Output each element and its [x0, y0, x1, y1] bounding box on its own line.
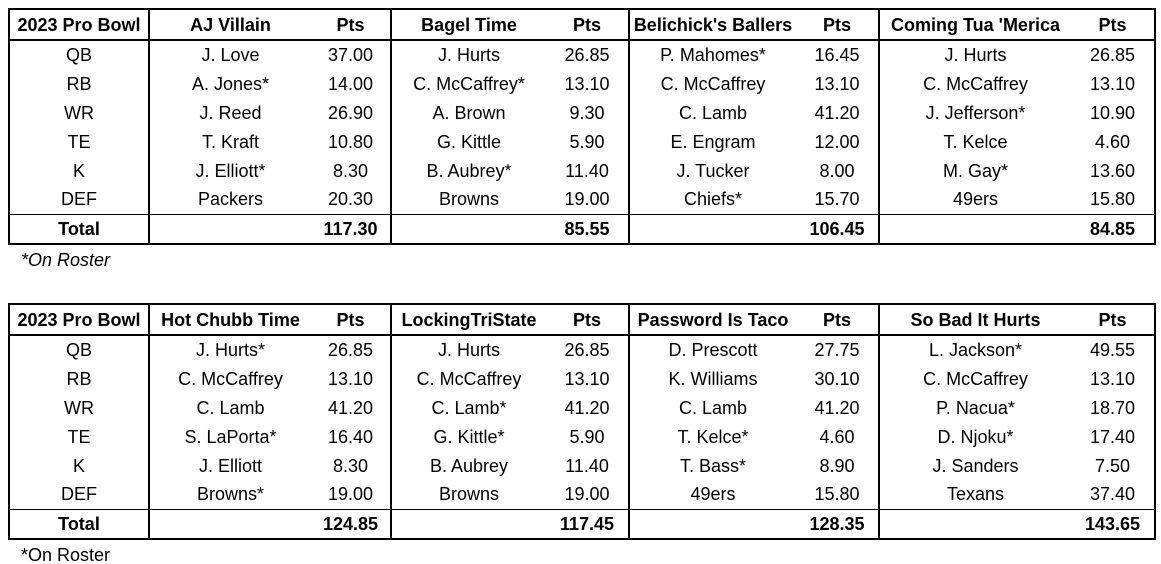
- total-spacer-cell: [391, 214, 546, 244]
- player-points-cell: 19.00: [546, 185, 629, 214]
- player-points-cell: 41.20: [796, 393, 879, 422]
- player-name-cell: G. Kittle: [436, 131, 502, 152]
- total-spacer-cell: [629, 214, 796, 244]
- player-name-cell: J. Hurts*: [195, 340, 265, 360]
- pro-bowl-table-bottom: [8, 303, 1161, 564]
- position-label: TE: [9, 127, 149, 156]
- player-name-cell: T. Kelce: [943, 131, 1008, 152]
- table-row: [9, 364, 1155, 393]
- team-name-header: LockingTriState: [391, 304, 546, 335]
- player-points-cell: 13.60: [1071, 156, 1155, 185]
- total-points-cell: 84.85: [1071, 214, 1155, 244]
- table-row: [9, 69, 1155, 98]
- pts-header: Pts: [1071, 9, 1155, 40]
- player-points-cell: 9.30: [546, 98, 629, 127]
- position-label: DEF: [9, 480, 149, 509]
- total-points-cell: 106.45: [796, 214, 879, 244]
- player-points-cell: 26.85: [546, 335, 629, 364]
- player-points-cell: 26.90: [311, 98, 391, 127]
- table-row: [9, 40, 1155, 69]
- player-name-cell: C. McCaffrey: [660, 73, 766, 94]
- position-label: TE: [9, 422, 149, 451]
- player-name-cell: C. Lamb: [678, 397, 748, 418]
- player-name-cell: Chiefs*: [683, 189, 743, 210]
- total-label: Total: [9, 214, 149, 244]
- total-spacer-cell: [149, 509, 311, 539]
- player-points-cell: 13.10: [796, 69, 879, 98]
- table-row: [9, 393, 1155, 422]
- player-points-cell: 49.55: [1071, 335, 1155, 364]
- player-points-cell: 15.70: [796, 185, 879, 214]
- player-name-cell: B. Aubrey*: [426, 160, 512, 181]
- pts-header: Pts: [796, 304, 879, 335]
- player-name-cell: J. Love: [201, 45, 260, 65]
- player-name-cell: J. Hurts: [437, 340, 500, 360]
- position-label: WR: [9, 98, 149, 127]
- player-name-cell: J. Hurts: [944, 45, 1007, 65]
- player-points-cell: 12.00: [796, 127, 879, 156]
- player-points-cell: 15.80: [1071, 185, 1155, 214]
- player-name-cell: C. Lamb*: [431, 397, 507, 418]
- player-name-cell: J. Elliott*: [195, 160, 266, 181]
- player-points-cell: 13.10: [311, 364, 391, 393]
- player-points-cell: 19.00: [546, 480, 629, 509]
- player-name-cell: A. Brown: [432, 102, 506, 123]
- table-row: [9, 127, 1155, 156]
- corner-header-cell: 2023 Pro Bowl: [9, 304, 149, 335]
- pts-header: Pts: [311, 304, 391, 335]
- player-points-cell: 27.75: [796, 335, 879, 364]
- player-points-cell: 37.40: [1071, 480, 1155, 509]
- player-points-cell: 37.00: [311, 40, 391, 69]
- player-name-cell: B. Aubrey: [429, 455, 509, 476]
- team-name-header: Password Is Taco: [629, 304, 796, 335]
- total-spacer-cell: [879, 214, 1071, 244]
- pts-header: Pts: [1071, 304, 1155, 335]
- total-points-cell: 143.65: [1071, 509, 1155, 539]
- player-points-cell: 8.00: [796, 156, 879, 185]
- player-points-cell: 16.40: [311, 422, 391, 451]
- total-spacer-cell: [391, 509, 546, 539]
- player-name-cell: C. Lamb: [678, 102, 748, 123]
- player-points-cell: 41.20: [546, 393, 629, 422]
- player-name-cell: 49ers: [952, 189, 999, 210]
- total-points-cell: 85.55: [546, 214, 629, 244]
- position-label: K: [9, 451, 149, 480]
- player-name-cell: G. Kittle*: [433, 426, 505, 447]
- player-name-cell: J. Jefferson*: [925, 102, 1026, 123]
- player-points-cell: 13.10: [546, 69, 629, 98]
- position-label: QB: [9, 40, 149, 69]
- on-roster-footnote: *On Roster: [21, 545, 111, 564]
- player-name-cell: T. Kelce*: [677, 426, 749, 447]
- total-row: [9, 509, 1155, 539]
- player-name-cell: M. Gay*: [942, 160, 1008, 181]
- header-row: [9, 9, 1155, 40]
- total-spacer-cell: [629, 509, 796, 539]
- player-name-cell: C. McCaffrey: [416, 368, 522, 389]
- total-points-cell: 124.85: [311, 509, 391, 539]
- player-points-cell: 5.90: [546, 127, 629, 156]
- player-points-cell: 11.40: [546, 156, 629, 185]
- team-name-header: Hot Chubb Time: [149, 304, 311, 335]
- table-row: [9, 335, 1155, 364]
- player-points-cell: 13.10: [1071, 69, 1155, 98]
- player-points-cell: 15.80: [796, 480, 879, 509]
- player-name-cell: P. Mahomes*: [660, 45, 766, 65]
- pro-bowl-score-table: [8, 303, 1156, 540]
- player-name-cell: Browns: [438, 189, 500, 210]
- table-row: [9, 156, 1155, 185]
- player-name-cell: Browns: [438, 484, 500, 505]
- player-name-cell: E. Engram: [670, 131, 756, 152]
- player-points-cell: 5.90: [546, 422, 629, 451]
- team-name-header: AJ Villain: [149, 9, 311, 40]
- total-row: [9, 214, 1155, 244]
- pts-header: Pts: [546, 9, 629, 40]
- player-points-cell: 10.90: [1071, 98, 1155, 127]
- player-name-cell: Texans: [946, 484, 1005, 505]
- corner-header-cell: 2023 Pro Bowl: [9, 9, 149, 40]
- player-name-cell: A. Jones*: [191, 73, 270, 94]
- player-name-cell: Packers: [197, 189, 264, 210]
- player-name-cell: C. McCaffrey*: [413, 73, 525, 94]
- table-row: [9, 451, 1155, 480]
- pro-bowl-table-top: [8, 8, 1161, 270]
- player-name-cell: C. McCaffrey: [178, 368, 283, 389]
- table-row: [9, 185, 1155, 214]
- position-label: WR: [9, 393, 149, 422]
- team-name-header: Bagel Time: [391, 9, 546, 40]
- player-points-cell: 17.40: [1071, 422, 1155, 451]
- player-points-cell: 26.85: [546, 40, 629, 69]
- pro-bowl-score-table: [8, 8, 1156, 245]
- player-name-cell: C. McCaffrey: [923, 368, 1028, 389]
- header-row: [9, 304, 1155, 335]
- position-label: QB: [9, 335, 149, 364]
- player-name-cell: J. Sanders: [932, 455, 1019, 476]
- player-points-cell: 7.50: [1071, 451, 1155, 480]
- player-points-cell: 18.70: [1071, 393, 1155, 422]
- total-spacer-cell: [149, 214, 311, 244]
- table-row: [9, 98, 1155, 127]
- player-points-cell: 26.85: [311, 335, 391, 364]
- pts-header: Pts: [311, 9, 391, 40]
- player-points-cell: 8.90: [796, 451, 879, 480]
- position-label: RB: [9, 69, 149, 98]
- player-points-cell: 41.20: [796, 98, 879, 127]
- player-name-cell: K. Williams: [668, 368, 758, 389]
- player-points-cell: 26.85: [1071, 40, 1155, 69]
- player-name-cell: C. McCaffrey: [923, 73, 1028, 94]
- total-points-cell: 117.45: [546, 509, 629, 539]
- total-label: Total: [9, 509, 149, 539]
- player-points-cell: 14.00: [311, 69, 391, 98]
- player-name-cell: C. Lamb: [196, 397, 265, 418]
- player-points-cell: 30.10: [796, 364, 879, 393]
- player-points-cell: 11.40: [546, 451, 629, 480]
- player-points-cell: 4.60: [1071, 127, 1155, 156]
- player-points-cell: 13.10: [1071, 364, 1155, 393]
- player-name-cell: D. Njoku*: [937, 426, 1014, 447]
- player-points-cell: 4.60: [796, 422, 879, 451]
- player-name-cell: S. LaPorta*: [184, 426, 277, 447]
- player-points-cell: 20.30: [311, 185, 391, 214]
- total-points-cell: 128.35: [796, 509, 879, 539]
- player-points-cell: 19.00: [311, 480, 391, 509]
- position-label: DEF: [9, 185, 149, 214]
- player-name-cell: J. Reed: [199, 102, 262, 123]
- on-roster-footnote: *On Roster: [21, 250, 111, 270]
- total-points-cell: 117.30: [311, 214, 391, 244]
- player-name-cell: T. Kraft: [201, 131, 259, 152]
- pts-header: Pts: [546, 304, 629, 335]
- player-points-cell: 41.20: [311, 393, 391, 422]
- player-name-cell: L. Jackson*: [928, 340, 1023, 360]
- table-row: [9, 422, 1155, 451]
- player-points-cell: 16.45: [796, 40, 879, 69]
- position-label: K: [9, 156, 149, 185]
- player-points-cell: 8.30: [311, 156, 391, 185]
- player-name-cell: T. Bass*: [679, 455, 747, 476]
- team-name-header: So Bad It Hurts: [879, 304, 1071, 335]
- player-name-cell: Browns*: [196, 484, 265, 505]
- total-spacer-cell: [879, 509, 1071, 539]
- player-name-cell: 49ers: [690, 484, 736, 505]
- team-name-header: Belichick's Ballers: [629, 9, 796, 40]
- player-name-cell: P. Nacua*: [936, 397, 1015, 418]
- table-row: [9, 480, 1155, 509]
- player-points-cell: 10.80: [311, 127, 391, 156]
- player-points-cell: 13.10: [546, 364, 629, 393]
- position-label: RB: [9, 364, 149, 393]
- player-name-cell: D. Prescott: [668, 340, 758, 360]
- player-name-cell: J. Tucker: [676, 160, 750, 181]
- pts-header: Pts: [796, 9, 879, 40]
- player-points-cell: 8.30: [311, 451, 391, 480]
- player-name-cell: J. Hurts: [437, 45, 500, 65]
- player-name-cell: J. Elliott: [198, 455, 263, 476]
- team-name-header: Coming Tua 'Merica: [879, 9, 1071, 40]
